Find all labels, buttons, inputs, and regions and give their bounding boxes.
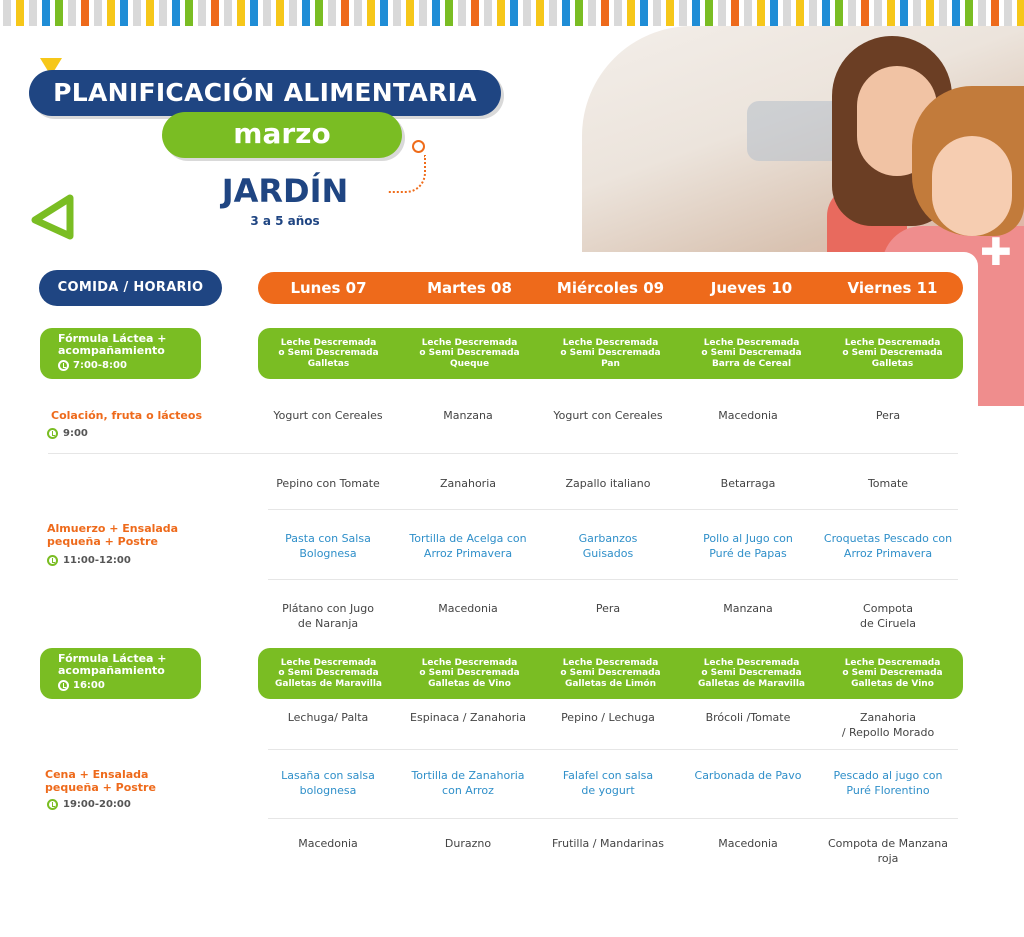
stripe <box>1017 0 1024 26</box>
stripe <box>900 0 908 26</box>
stripe <box>146 0 154 26</box>
stripe <box>549 0 557 26</box>
menu-cell: Lechuga/ Palta <box>287 711 369 724</box>
stripe <box>276 0 284 26</box>
menu-cell: Leche Descremada o Semi Descremada Galletas de Limón <box>560 657 661 689</box>
stripe <box>666 0 674 26</box>
stripe <box>315 0 323 26</box>
stripe <box>874 0 882 26</box>
menu-cell: Falafel con salsa de yogurt <box>562 769 654 797</box>
menu-cell: Leche Descremada o Semi Descremada Queque <box>419 337 520 369</box>
stripe <box>29 0 37 26</box>
cross-decoration-icon: ✚ <box>980 230 1012 274</box>
menu-cell: Manzana <box>443 409 493 422</box>
stripe <box>601 0 609 26</box>
stripe <box>159 0 167 26</box>
meal-label-dinner: Cena + Ensalada pequeña + Postre <box>45 768 156 794</box>
menu-cell: Plátano con Jugo de Naranja <box>282 602 374 630</box>
dinner-main-row <box>258 768 958 798</box>
menu-cell: Carbonada de Pavo <box>694 769 802 782</box>
snack-row <box>258 408 958 423</box>
stripe <box>887 0 895 26</box>
clock-icon <box>47 555 58 566</box>
divider <box>268 818 958 819</box>
menu-cell: Tomate <box>867 477 909 490</box>
menu-cell: Croquetas Pescado con Arroz Primavera <box>823 532 953 560</box>
stripe <box>952 0 960 26</box>
stripe <box>809 0 817 26</box>
stripe <box>523 0 531 26</box>
stripe <box>185 0 193 26</box>
stripe <box>978 0 986 26</box>
menu-cell: Compota de Manzana roja <box>827 837 949 865</box>
stripe <box>640 0 648 26</box>
menu-cell: Pasta con Salsa Bolognesa <box>285 532 371 560</box>
stripe <box>627 0 635 26</box>
stripe <box>263 0 271 26</box>
stripe <box>770 0 778 26</box>
stripe <box>653 0 661 26</box>
meal-label-snack: Colación, fruta o lácteos <box>51 409 202 422</box>
menu-cell: Yogurt con Cereales <box>273 409 383 422</box>
stripe <box>1004 0 1012 26</box>
clock-icon <box>58 680 69 691</box>
stripe <box>354 0 362 26</box>
day-friday: Viernes 11 <box>847 279 938 297</box>
menu-cell: Durazno <box>444 837 492 850</box>
menu-cell: Leche Descremada o Semi Descremada Galletas <box>278 337 379 369</box>
divider <box>268 509 958 510</box>
stripe <box>328 0 336 26</box>
stripe <box>289 0 297 26</box>
menu-cell: Macedonia <box>718 409 778 422</box>
stripe <box>237 0 245 26</box>
menu-cell: Lasaña con salsa bolognesa <box>281 769 375 797</box>
meal-label-lunch: Almuerzo + Ensalada pequeña + Postre <box>47 522 179 548</box>
meal-time-dinner: 19:00-20:00 <box>47 799 131 810</box>
green-triangle-icon <box>30 192 76 240</box>
stripe <box>81 0 89 26</box>
stripe <box>926 0 934 26</box>
stripe <box>575 0 583 26</box>
stripe <box>172 0 180 26</box>
menu-cell: Pera <box>595 602 621 615</box>
stripe <box>913 0 921 26</box>
clock-icon <box>47 428 58 439</box>
stripe <box>757 0 765 26</box>
stripe <box>484 0 492 26</box>
menu-cell: Macedonia <box>718 837 778 850</box>
menu-cell: Leche Descremada o Semi Descremada Galletas de Maravilla <box>274 657 382 689</box>
stripe <box>380 0 388 26</box>
days-header <box>258 272 963 304</box>
divider <box>48 453 958 454</box>
menu-cell: Leche Descremada o Semi Descremada Galletas de Vino <box>842 657 943 689</box>
dinner-salad-row <box>258 710 958 740</box>
stripe <box>536 0 544 26</box>
menu-cell: Pera <box>875 409 901 422</box>
menu-cell: Leche Descremada o Semi Descremada Galletas <box>842 337 943 369</box>
stripe <box>588 0 596 26</box>
month-title: marzo <box>162 112 402 158</box>
stripe <box>848 0 856 26</box>
menu-cell: Manzana <box>723 602 773 615</box>
stripe <box>432 0 440 26</box>
stripe <box>705 0 713 26</box>
stripe <box>458 0 466 26</box>
clock-icon <box>47 799 58 810</box>
divider <box>268 749 958 750</box>
meal-time-header: COMIDA / HORARIO <box>39 270 222 306</box>
menu-cell: Pepino con Tomate <box>276 477 380 490</box>
menu-cell: Zanahoria <box>439 477 496 490</box>
menu-cell: Pescado al jugo con Puré Florentino <box>833 769 943 797</box>
stripe <box>731 0 739 26</box>
stripe <box>302 0 310 26</box>
stripe <box>965 0 973 26</box>
stripe <box>211 0 219 26</box>
stripe <box>250 0 258 26</box>
stripe <box>94 0 102 26</box>
menu-cell: Compota de Ciruela <box>859 602 917 630</box>
clock-icon <box>58 360 69 371</box>
stripe <box>107 0 115 26</box>
stripe <box>55 0 63 26</box>
stripe <box>835 0 843 26</box>
stripe <box>497 0 505 26</box>
stripe <box>718 0 726 26</box>
menu-cell: Garbanzos Guisados <box>578 532 638 560</box>
stripe <box>445 0 453 26</box>
afternoon-row <box>258 648 963 699</box>
menu-cell: Leche Descremada o Semi Descremada Pan <box>560 337 661 369</box>
stripe <box>406 0 414 26</box>
menu-cell: Zanahoria / Repollo Morado <box>841 711 935 739</box>
lunch-dessert-row <box>258 601 958 631</box>
stripe <box>68 0 76 26</box>
stripe <box>939 0 947 26</box>
stripe <box>783 0 791 26</box>
lunch-salad-row <box>258 476 958 491</box>
stripe <box>692 0 700 26</box>
stripe <box>42 0 50 26</box>
decorative-stripes <box>0 0 1024 26</box>
stripe <box>419 0 427 26</box>
menu-cell: Leche Descremada o Semi Descremada Galletas de Maravilla <box>697 657 805 689</box>
menu-cell: Leche Descremada o Semi Descremada Galletas de Vino <box>419 657 520 689</box>
stripe <box>562 0 570 26</box>
stripe <box>341 0 349 26</box>
menu-cell: Espinaca / Zanahoria <box>410 711 526 724</box>
menu-cell: Betarraga <box>720 477 776 490</box>
stripe <box>679 0 687 26</box>
day-thursday: Jueves 10 <box>710 279 793 297</box>
dinner-dessert-row <box>258 836 958 866</box>
stripe <box>861 0 869 26</box>
stripe <box>3 0 11 26</box>
menu-cell: Pepino / Lechuga <box>561 711 655 724</box>
stripe <box>393 0 401 26</box>
stripe <box>367 0 375 26</box>
day-wednesday: Miércoles 09 <box>556 279 665 297</box>
level-title: JARDÍN <box>221 172 349 210</box>
main-title: PLANIFICACIÓN ALIMENTARIA <box>29 70 501 116</box>
menu-cell: Brócoli /Tomate <box>705 711 791 724</box>
meal-label-afternoon: Fórmula Láctea + acompañamiento 16:00 <box>40 648 201 699</box>
menu-cell: Leche Descremada o Semi Descremada Barra de Cereal <box>701 337 802 369</box>
stripe <box>224 0 232 26</box>
menu-cell: Yogurt con Cereales <box>553 409 663 422</box>
menu-cell: Tortilla de Zanahoria con Arroz <box>411 769 525 797</box>
menu-cell: Pollo al Jugo con Puré de Papas <box>703 532 793 560</box>
stripe <box>120 0 128 26</box>
stripe <box>796 0 804 26</box>
divider <box>268 579 958 580</box>
stripe <box>510 0 518 26</box>
stripe <box>133 0 141 26</box>
age-range: 3 a 5 años <box>250 214 320 228</box>
dotted-curve-decoration <box>388 155 426 193</box>
stripe <box>198 0 206 26</box>
menu-cell: Macedonia <box>438 602 498 615</box>
stripe <box>822 0 830 26</box>
menu-cell: Macedonia <box>298 837 358 850</box>
menu-cell: Tortilla de Acelga con Arroz Primavera <box>409 532 527 560</box>
orange-ring-icon <box>412 140 425 153</box>
stripe <box>744 0 752 26</box>
day-tuesday: Martes 08 <box>427 279 512 297</box>
stripe <box>991 0 999 26</box>
meal-label-breakfast: Fórmula Láctea + acompañamiento 7:00-8:00 <box>40 328 201 379</box>
day-monday: Lunes 07 <box>290 279 367 297</box>
breakfast-row <box>258 328 963 379</box>
stripe <box>614 0 622 26</box>
menu-cell: Frutilla / Mandarinas <box>552 837 664 850</box>
meal-time-snack: 9:00 <box>47 428 88 439</box>
stripe <box>16 0 24 26</box>
stripe <box>471 0 479 26</box>
lunch-main-row <box>258 531 958 561</box>
menu-cell: Zapallo italiano <box>565 477 651 490</box>
meal-time-lunch: 11:00-12:00 <box>47 555 131 566</box>
